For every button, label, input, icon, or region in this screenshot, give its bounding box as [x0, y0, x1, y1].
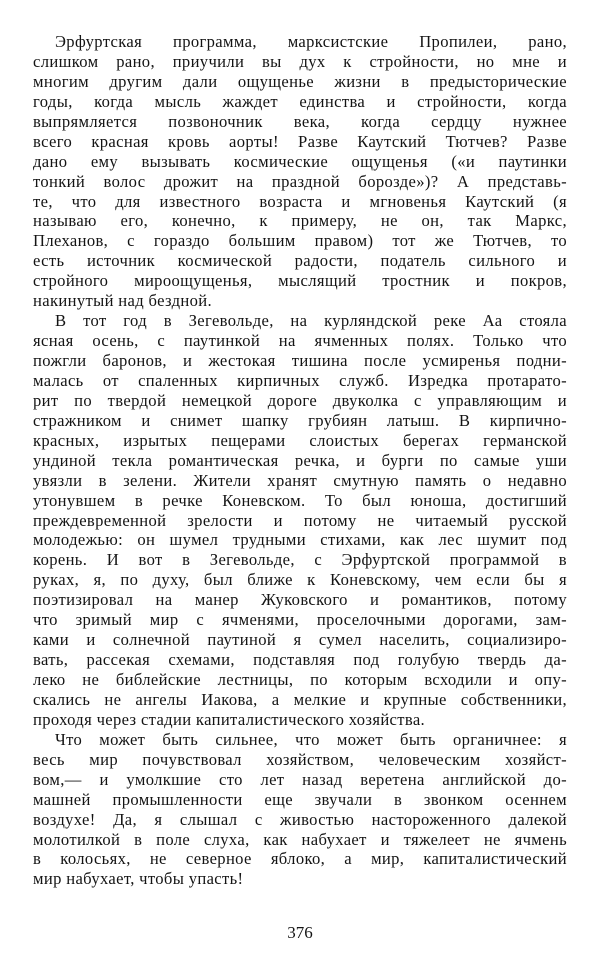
text-line: вом,— и умолкшие сто лет назад веретена английской до- [33, 769, 567, 789]
text-line: леко не библейские лестницы, по которым всходили и опу- [33, 670, 567, 689]
paragraph-1 [33, 32, 567, 311]
paragraph-3 [33, 730, 567, 890]
text-line: накинутый над бездной. [33, 291, 213, 311]
body-text [33, 32, 567, 889]
text-line: мир набухает, чтобы упасть! [33, 869, 244, 889]
page-number: 376 [287, 923, 313, 942]
text-line: слишком рано, приучили вы дух к стройности, но мне и [33, 51, 567, 71]
text-line: что зримый мир с ячменями, проселочными дорогами, зам- [33, 610, 567, 630]
text-line: руках, я, по духу, был ближе к Коневскому, чем если бы я [33, 570, 567, 590]
text-line: В тот год в Зегевольде, на курляндской реке Аа стояла [55, 311, 567, 331]
text-line: проходя через стадии капиталистического хозяйства. [33, 709, 426, 729]
text-line: стройного мироощущенья, мыслящий тростник и покров, [33, 271, 567, 291]
text-line: рит по твердой немецкой дороге двуколка с управляющим и [33, 390, 567, 410]
text-line: есть источник космической радости, податель сильного и [33, 251, 567, 271]
text-line: в колосьях, не северное яблоко, а мир, капиталистический [33, 849, 567, 869]
text-line: скались не ангелы Иакова, а мелкие и крупные собственники, [33, 689, 567, 709]
text-line: утонувшем в речке Коневском. То был юноша, достигший [33, 490, 567, 510]
text-line: дано ему вызывать космические ощущенья («и паутинки [33, 151, 567, 171]
text-line: Что может быть сильнее, что может быть органичнее: я [55, 729, 567, 749]
text-line: стражником и снимет шапку грубиян латыш. В кирпично- [33, 410, 567, 430]
text-line: многим другим дали ощущенье жизни в предысторические [33, 71, 567, 91]
text-line: годы, когда мысль жаждет единства и стройности, когда [33, 91, 567, 111]
text-line: машней промышленности еще звучали в звонком осеннем [33, 789, 567, 809]
text-line: увязли в зелени. Жители хранят смутную память о недавно [33, 470, 567, 490]
text-line: молодежью: он шумел трудными стихами, как лес шумит под [33, 530, 567, 550]
paragraph-2 [33, 311, 567, 730]
text-line: малась от спаленных кирпичных служб. Изредка протарато- [33, 370, 567, 390]
text-line: всего красная кровь аорты! Разве Каутский Тютчев? Разве [33, 131, 567, 151]
text-line: преждевременной зрелости и потому не читаемый русской [33, 510, 567, 530]
text-line: пожгли баронов, и жестокая тишина после усмиренья подни- [33, 351, 567, 370]
text-line: выпрямляется позвоночник века, когда сердцу нужнее [33, 111, 567, 131]
text-line: ками и солнечной паутиной я сумел населить, социализиро- [33, 630, 567, 650]
text-line: воздухе! Да, я слышал с живостью настороженного далекой [33, 809, 567, 829]
text-line: красных, изрытых пещерами слоистых берегах германской [33, 430, 567, 450]
text-line: Плеханов, с гораздо большим правом) тот же Тютчев, то [33, 231, 567, 251]
text-line: ясная осень, с паутинкой на ячменных полях. Только что [33, 331, 567, 351]
text-line: корень. И вот в Зегевольде, с Эрфуртской программой в [33, 550, 567, 570]
text-line: поэтизировал на манер Жуковского и романтиков, потому [33, 590, 567, 610]
text-line: Эрфуртская программа, марксистские Пропилеи, рано, [55, 32, 567, 51]
text-line: называю его, конечно, к примеру, не он, так Маркс, [33, 211, 567, 231]
text-line: весь мир почувствовал хозяйством, человеческим хозяйст- [33, 749, 567, 769]
text-line: молотилкой в поле слуха, как набухает и тяжелеет не ячмень [33, 829, 567, 849]
text-line: тонкий волос дрожит на праздной борозде»)? А представь- [33, 171, 567, 191]
text-line: ундиной текла романтическая речка, и бурги по самые уши [33, 450, 567, 470]
text-line: вать, рассекая схемами, подставляя под голубую твердь да- [33, 650, 567, 670]
text-line: те, что для известного возраста и мгновенья Каутский (я [33, 191, 567, 211]
